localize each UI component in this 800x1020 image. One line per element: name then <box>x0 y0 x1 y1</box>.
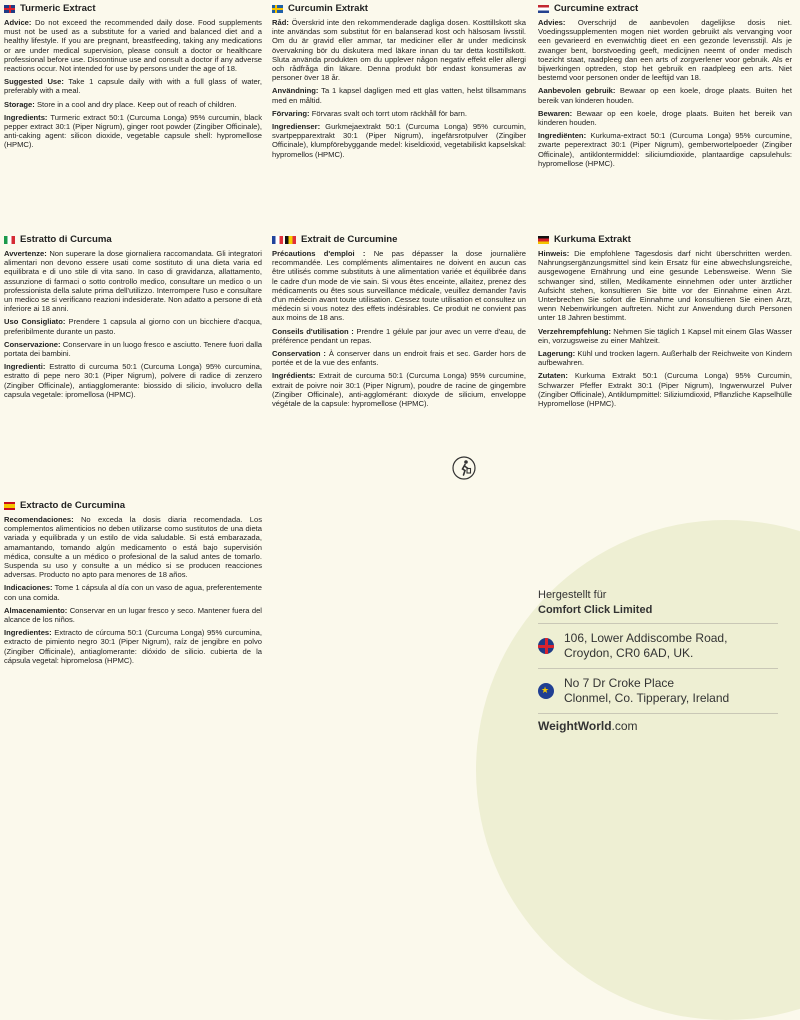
belgium-flag-icon <box>285 236 296 244</box>
panel-spanish <box>4 500 262 669</box>
section-storage: Förvaring: Förvaras svalt och torrt utom räckhåll för barn. <box>272 108 467 118</box>
website-domain: .com <box>611 719 638 733</box>
section-advice: Hinweis: Die empfohlene Tagesdosis darf nicht überschritten werden. Nahrungsergänzungsmittel sind kein Ersatz für eine abwechslungsreiche, ausgewogene Ernährung und eine gesunde Lebensweise. Wenn Sie schwanger sind, stillen, Medikamente einnehmen oder unter ärztlicher Aufsicht stehen, konsultieren Sie bitte vor der Einnahme einen Arzt. Unterbrechen Sie sofort die Einnahme und konsultieren Sie einen Arzt, wenn Nebenwirkungen auftreten. Nicht zur Anwendung durch Personen unter 18 Jahren bestimmt. <box>538 249 792 323</box>
netherlands-flag-icon <box>538 5 549 13</box>
address-uk <box>538 627 778 665</box>
panel-italian <box>4 234 262 403</box>
section-advice: Advies: Overschrijd de aanbevolen dagelijkse dosis niet. Voedingssupplementen mogen niet worden gebruikt als vervanging voor een gevarieerd en evenwichtig dieet en een gezonde levensstijl. Als je zwanger bent, borstvoeding geeft, medicijnen neemt of onder medisch toezicht staat, raadpleeg dan een arts of zorgverlener voor gebruik. Als er bijwerkingen optreden, stop het gebruik en raadpleeg een arts. Niet bestemd voor personen onder de leeftijd van 18. <box>538 18 792 83</box>
section-advice: Recomendaciones: No exceda la dosis diaria recomendada. Los complementos alimenticios no deben utilizarse como sustitutos de una dieta variada y equilibrada y un estilo de vida saludable. Si está embarazada, amamantando, tomando algún medicamento o está bajo supervisión médica, consulte a un médico o profesional de la salud antes de tomarlo. Suspenda su uso y consulte a un médico si se producen reacciones adversas. Producto no apto para menores de 18 años. <box>4 515 262 580</box>
section-storage: Almacenamiento: Conservar en un lugar fresco y seco. Mantener fuera del alcance de los niños. <box>4 605 262 625</box>
section-use: Conseils d'utilisation : Prendre 1 gélule par jour avec un verre d'eau, de préférence pendant un repas. <box>272 326 526 345</box>
panel-german <box>538 234 792 412</box>
manufacturer-name: Comfort Click Limited <box>538 604 653 616</box>
section-use: Suggested Use: Take 1 capsule daily with with a full glass of water, preferably with a meal. <box>4 77 262 96</box>
address-uk-line-1: 106, Lower Addiscombe Road, <box>564 631 728 645</box>
section-ingredients: Ingredienti: Estratto di curcuma 50:1 (Curcuma Longa) 95% curcumina, estratto di pepe nero 30:1 (Piper Nigrum), polvere di radice di zenzero (Zingiber Officinale), antiagglomerante: biossido di silicio, involucro della capsula vegetale: ipromellosa (HPMC). <box>4 362 262 399</box>
panel-body <box>4 18 262 150</box>
panel-header <box>4 234 262 245</box>
section-use: Aanbevolen gebruik: Bewaar op een koele, droge plaats. Buiten het bereik van kinderen houden. <box>538 86 793 105</box>
panel-title: Curcumin Extrakt <box>288 3 368 14</box>
eu-flag-icon <box>538 683 554 699</box>
sweden-flag-icon <box>272 5 283 13</box>
panel-title: Estratto di Curcuma <box>20 234 112 245</box>
panel-body <box>538 249 792 408</box>
address-ie-line-2: Clonmel, Co. Tipperary, Ireland <box>564 691 730 705</box>
section-use: Användning: Ta 1 kapsel dagligen med ett glas vatten, helst tillsammans med en måltid. <box>272 86 526 105</box>
panel-body <box>272 18 526 159</box>
panel-body <box>4 249 262 399</box>
section-storage: Storage: Store in a cool and dry place. Keep out of reach of children. <box>4 99 237 109</box>
section-storage: Bewaren: Bewaar op een koele, droge plaats. Buiten het bereik van kinderen houden. <box>538 108 792 128</box>
manufacturer-block <box>538 588 778 733</box>
panel-title: Extracto de Curcumina <box>20 500 126 511</box>
panel-header <box>538 234 792 245</box>
section-ingredients: Zutaten: Kurkuma Extrakt 50:1 (Curcuma Longa) 95% Curcumin, Schwarzer Pfeffer Extrakt 30:1 (Piper Nigrum), Ingwerwurzel Pulver (Zingiber Officinale), Antiklumpmittel: Siliziumdioxid, Pflanzliche Kapselhülle Hypromellose (HPMC). <box>538 371 792 409</box>
section-storage: Conservation : À conserver dans un endroit frais et sec. Garder hors de portée et de la vue des enfants. <box>272 349 526 368</box>
panel-title: Turmeric Extract <box>20 3 96 14</box>
section-use: Indicaciones: Tome 1 cápsula al día con un vaso de agua, preferentemente con una comida. <box>4 583 262 602</box>
uk-flag-icon <box>538 638 554 654</box>
section-advice: Avvertenze: Non superare la dose giornaliera raccomandata. Gli integratori alimentari non devono essere usati come sostituto di una dieta varia ed equilibrata e di uno stile di vita sano. In caso di gravidanza, allattamento, assunzione di farmaci o sotto controllo medico, consultare un medico o un professionista della salute prima dell'utilizzo. Interrompere l'uso e consultare un medico se si verificano reazioni indesiderate. Non adatto a persone di età inferiore ai 18 anni. <box>4 249 262 314</box>
section-ingredients: Ingredientes: Extracto de cúrcuma 50:1 (Curcuma Longa) 95% curcumina, extracto de pimiento negro 30:1 (Piper Nigrum), raíz de jengibre en polvo (Zingiber Officinale), antiaglomerante: dióxido de silicio. cubierta de la cápsula vegetal: hipromelosa (HPMC). <box>4 628 262 665</box>
section-use: Uso Consigliato: Prendere 1 capsula al giorno con un bicchiere d'acqua, preferibilmente durante un pasto. <box>4 317 262 336</box>
panel-title: Kurkuma Extrakt <box>554 234 631 245</box>
germany-flag-icon <box>538 236 549 244</box>
panel-body <box>538 18 792 168</box>
section-use: Verzehrempfehlung: Nehmen Sie täglich 1 Kapsel mit einem Glas Wasser ein, vorzugsweise zu einer Mahlzeit. <box>538 326 792 345</box>
italy-flag-icon <box>4 236 15 244</box>
section-advice: Précautions d'emploi : Ne pas dépasser la dose journalière recommandée. Les compléments alimentaires ne doivent en aucun cas être utilisés comme substituts à une alimentation variée et équilibrée dans le cadre d'un mode de vie sain. Si vous êtes enceinte, allaitez, prenez des médicaments ou êtes sous surveillance médicale, veuillez demander l'avis d'un médecin avant toute utilisation. Cessez toute utilisation et consultez un médecin si vous notez des effets indésirables. Ce produit ne convient pas aux moins de 18 ans. <box>272 249 526 323</box>
address-uk-line-2: Croydon, CR0 6AD, UK. <box>564 646 694 660</box>
section-ingredients: Ingredients: Turmeric extract 50:1 (Curcuma Longa) 95% curcumin, black pepper extract 30:1 (Piper Nigrum), ginger root powder (Zingiber Officinale), anti-caking agent: silicon dioxide, vegetable capsule shell: hypromellose (HPMC). <box>4 112 262 150</box>
panel-title: Curcumine extract <box>554 3 639 14</box>
panel-french <box>272 234 526 412</box>
address-ie-line-1: No 7 Dr Croke Place <box>564 676 675 690</box>
panel-dutch <box>538 3 792 172</box>
panel-body <box>4 515 262 665</box>
uk-flag-icon <box>4 5 15 13</box>
manufacturer-label: Hergestellt für <box>538 589 607 601</box>
section-ingredients: Ingrédients: Extrait de curcuma 50:1 (Curcuma Longa) 95% curcumine, extrait de poivre noir 30:1 (Piper Nigrum), poudre de racine de gingembre (Zingiber Officinale), anti-agglomérant: dioxyde de silicium, enveloppe végétale de la capsule: hypromellose (HPMC). <box>272 371 526 409</box>
divider <box>538 713 778 714</box>
section-ingredients: Ingrediënten: Kurkuma-extract 50:1 (Curcuma Longa) 95% curcumine, zwarte peperextract 30:1 (Piper Nigrum), gemberwortelpoeder (Zingiber Officinale), antiklontermiddel: siliciumdioxide, plantaardige capsulehuls: hypromellose (HPMC). <box>538 131 792 168</box>
address-ie <box>538 672 778 710</box>
panel-header <box>4 500 262 511</box>
section-advice: Råd: Överskrid inte den rekommenderade dagliga dosen. Kosttillskott ska inte användas som substitut för en balanserad kost och hälsosam livsstil. Om du är gravid eller ammar, tar mediciner eller är under medicinsk övervakning bör du diskutera med läkare innan du tar detta kosttillskott. Sluta använda produkten om du upplever någon negativ effekt eller allergi och rådfråga din läkare. Denna produkt bör endast konsumeras av personer över 18 år. <box>272 18 526 83</box>
section-ingredients: Ingredienser: Gurkmejaextrakt 50:1 (Curcuma Longa) 95% curcumin, svartpepparextrakt 30:1 (Piper Nigrum), ingefärsrotpulver (Zingiber Officinale), klumpförebyggande medel: kiseldioxid, vegetabiliskt kapselskal: hypromellos (HPMC). <box>272 122 526 159</box>
france-flag-icon <box>272 236 283 244</box>
panel-header <box>538 3 792 14</box>
section-advice: Advice: Do not exceed the recommended daily dose. Food supplements must not be used as a substitute for a varied and balanced diet and a healthy lifestyle. If you are pregnant, breastfeeding, taking any medications or are under medical supervision, please consult a doctor or healthcare professional before use. Discontinue use and consult a doctor if any adverse reactions occur. Not intended for use by persons under the age of 18. <box>4 18 262 74</box>
divider <box>538 623 778 624</box>
tidyman-recycle-icon <box>452 456 476 480</box>
section-storage: Conservazione: Conservare in un luogo fresco e asciutto. Tenere fuori dalla portata dei bambini. <box>4 339 262 359</box>
divider <box>538 668 778 669</box>
panel-english <box>4 3 262 154</box>
section-storage: Lagerung: Kühl und trocken lagern. Außerhalb der Reichweite von Kindern aufbewahren. <box>538 349 792 368</box>
panel-body <box>272 249 526 408</box>
panel-title: Extrait de Curcumine <box>301 234 398 245</box>
panel-header <box>272 234 526 245</box>
spain-flag-icon <box>4 502 15 510</box>
website <box>538 719 778 733</box>
panel-header <box>272 3 526 14</box>
panel-header <box>4 3 262 14</box>
website-brand: WeightWorld <box>538 719 612 733</box>
panel-swedish <box>272 3 526 163</box>
